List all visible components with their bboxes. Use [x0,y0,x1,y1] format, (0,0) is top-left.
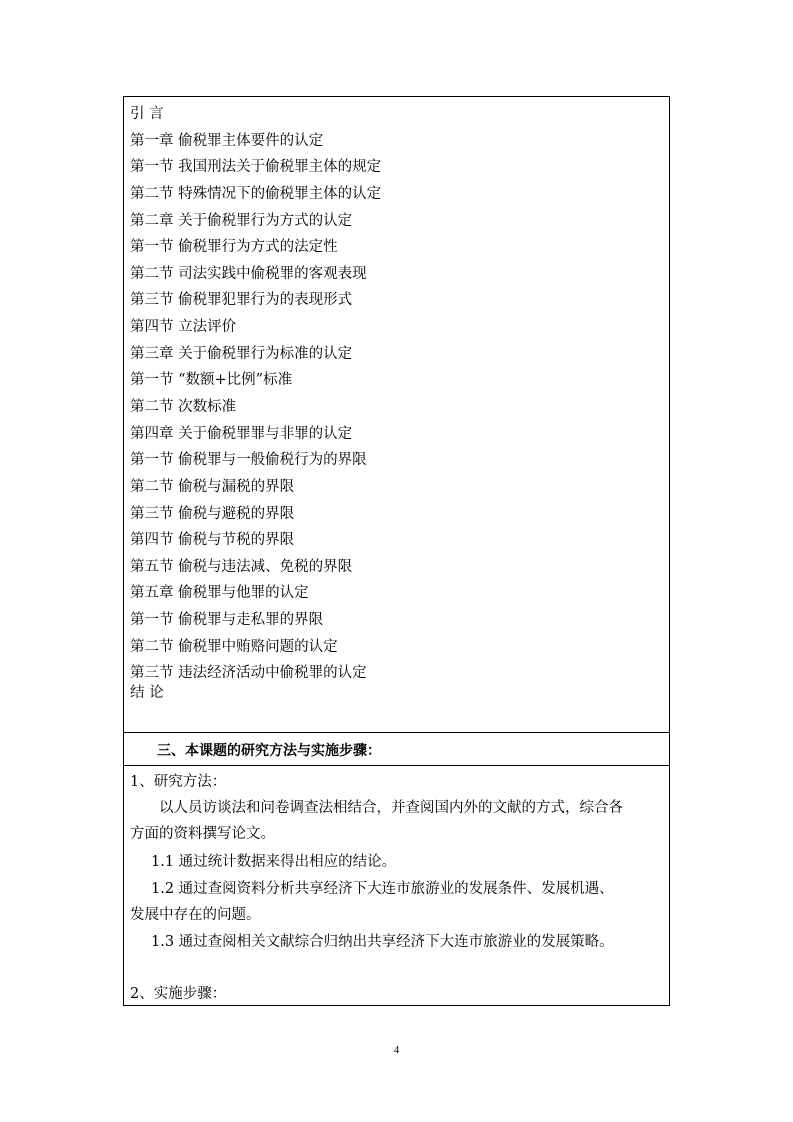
toc-line: 第三节 偷税罪犯罪行为的表现形式 [130,292,353,308]
toc-line: 第一节 偷税罪与走私罪的界限 [130,612,324,628]
toc-line: 第二章 关于偷税罪行为方式的认定 [130,213,353,229]
methods-item: 1.1 通过统计数据来得出相应的结论。 [151,854,397,870]
toc-line: 第一节 我国刑法关于偷税罪主体的规定 [130,159,382,175]
methods-item: 1.3 通过查阅相关文献综合归纳出共享经济下大连市旅游业的发展策略。 [151,934,614,950]
toc-line: 引 言 [130,106,164,122]
toc-line: 第一节 偷税罪与一般偷税行为的界限 [130,452,367,468]
methods-item: 1.2 通过查阅资料分析共享经济下大连市旅游业的发展条件、发展机遇、 [151,881,614,897]
proposal-table [123,96,670,1006]
toc-line: 第三章 关于偷税罪行为标准的认定 [130,346,353,362]
table-of-contents [124,97,669,733]
toc-line: 第四章 关于偷税罪罪与非罪的认定 [130,426,353,442]
toc-line: 第五章 偷税罪与他罪的认定 [130,585,309,601]
methods-intro-cont: 方面的资料撰写论文。 [130,826,275,842]
page-number: 4 [393,1044,400,1056]
toc-line: 结 论 [130,685,164,701]
toc-line: 第三节 违法经济活动中偷税罪的认定 [130,665,367,681]
steps-title: 2、实施步骤： [130,986,227,1002]
toc-line: 第五节 偷税与违法减、免税的界限 [130,559,353,575]
methods-section [124,766,669,1007]
toc-line: 第一节 “数额+比例”标准 [130,372,293,388]
section-heading: 三、本课题的研究方法与实施步骤： [157,743,381,759]
toc-line: 第二节 偷税罪中贿赂问题的认定 [130,639,338,655]
toc-line: 第一章 偷税罪主体要件的认定 [130,133,324,149]
toc-line: 第四节 立法评价 [130,319,237,335]
methods-item-cont: 发展中存在的问题。 [130,907,261,923]
toc-line: 第二节 司法实践中偷税罪的客观表现 [130,266,367,282]
methods-intro: 以人员访谈法和问卷调查法相结合，并查阅国内外的文献的方式，综合各 [159,800,623,816]
toc-line: 第二节 次数标准 [130,399,237,415]
methods-title: 1、研究方法： [130,774,227,790]
toc-line: 第二节 偷税与漏税的界限 [130,479,295,495]
toc-line: 第三节 偷税与避税的界限 [130,506,295,522]
toc-line: 第二节 特殊情况下的偷税罪主体的认定 [130,186,382,202]
section-heading-row [124,733,669,766]
toc-line: 第一节 偷税罪行为方式的法定性 [130,239,338,255]
toc-line: 第四节 偷税与节税的界限 [130,532,295,548]
